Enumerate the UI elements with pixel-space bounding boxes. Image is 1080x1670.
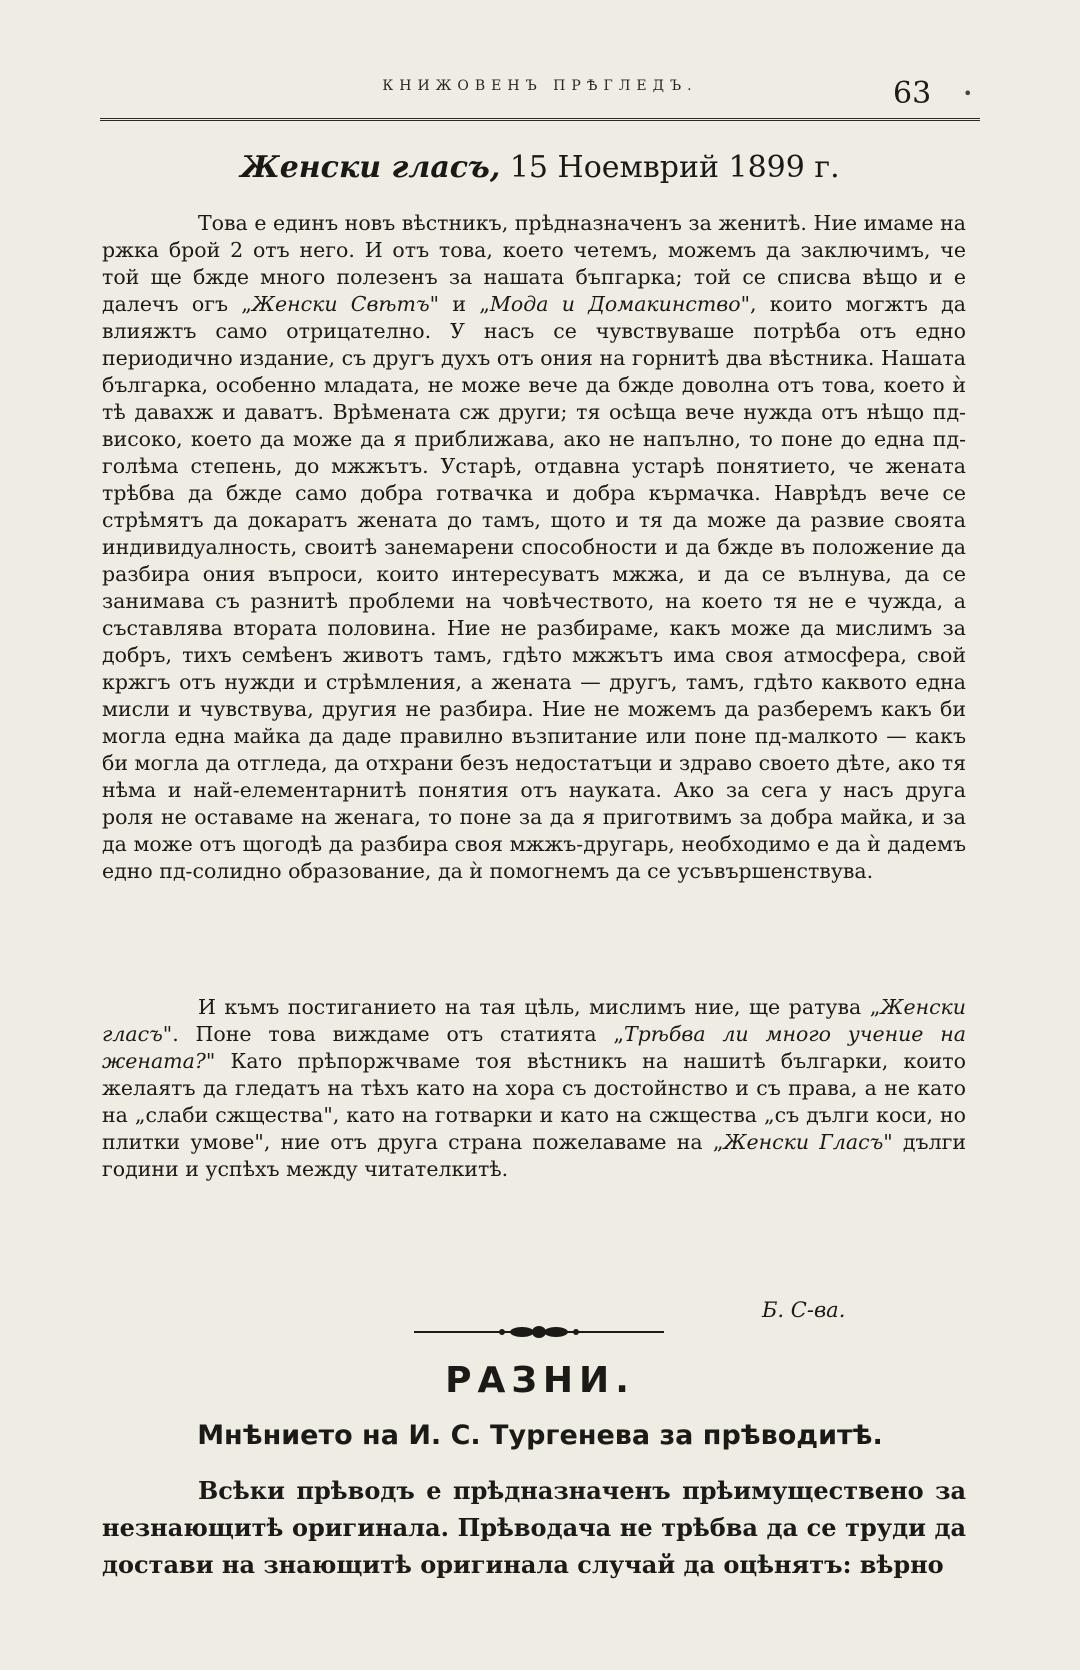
subsection-title: Мнѣнието на И. С. Тургенева за прѣводитѣ. [197, 1420, 883, 1451]
section-divider-ornament [414, 1324, 664, 1340]
page-number: 63 [893, 76, 932, 111]
text-run: " Като прѣпоржчваме тоя вѣстникъ на нашитѣ българки, които желаятъ да гледатъ на тѣхъ като на хора съ достойнство и съ права, а не като на „слаби сжщества", като на готварки и като на сжщества „съ дълги коси, но плитки умове", ние отъ друга страна пожелаваме на „ [102, 1049, 966, 1154]
italic-title: Трѣбва ли много учение на жената? [102, 1022, 966, 1073]
italic-title: Женски Гласъ [723, 1130, 884, 1154]
section-paragraph-text: Всѣки прѣводъ е прѣдназначенъ прѣимуществено за незнающитѣ оригинала. Прѣводача не трѣбва да се труди да достави на знающитѣ оригинала случай да оцѣнятъ: вѣрно [102, 1476, 966, 1579]
section-title: РАЗНИ. [445, 1360, 635, 1401]
italic-title: Женски Свѣтъ [251, 292, 430, 316]
article-title-date: 15 Ноемврий 1899 г. [509, 150, 840, 185]
author-signature: Б. С-ва. [762, 1298, 846, 1322]
italic-title: Женски гласъ [102, 995, 966, 1046]
article-paragraph-1 [102, 210, 966, 885]
text-run: ". Поне това виждаме отъ статията „ [162, 1022, 624, 1046]
article-paragraph-2 [102, 994, 966, 1183]
text-run: " дълги години и успѣхъ между читателкитѣ. [102, 1130, 967, 1181]
text-run: Това е единъ новъ вѣстникъ, прѣдназначенъ за женитѣ. Ние имаме на ржка брой 2 отъ него. И отъ това, което четемъ, можемъ да заключимъ, че той ще бжде много полезенъ за нашата бъпгарка; той се списва вѣщо и е далечъ огъ „ [102, 211, 966, 316]
article-title-newspaper: Женски гласъ, [240, 150, 501, 185]
text-run: И къмъ постиганието на тая цѣль, мислимъ ние, ще ратува „ [198, 995, 881, 1019]
italic-title: Мода и Домакинство [489, 292, 741, 316]
section-paragraph [102, 1472, 966, 1583]
running-head: КНИЖОВЕНЪ ПРѢГЛЕДЪ. [382, 78, 698, 94]
header-rule [100, 118, 980, 121]
page-mark: • [963, 84, 973, 103]
text-run: ", които могжтъ да влияжтъ само отрицателно. У насъ се чувствуваше потрѣба отъ едно периодично издание, съ другъ духъ отъ ония на горнитѣ два вѣстника. Нашата българка, особенно младата, не може вече да бжде доволна отъ това, което ѝ тѣ давахж и даватъ. Врѣмената сж други; тя осѣща вече нужда отъ нѣщо пд-високо, което да може да я приближава, ако не напълно, то поне до една пд-голѣма степень, до мжжътъ. Устарѣ, отдавна устарѣ понятието, че жената трѣбва да бжде само добра готвачка и добра кърмачка. Наврѣдъ вече се стрѣмятъ да докаратъ жената до тамъ, щото и тя да може да развие своята индивидуалность, своитѣ занемарени способности и да бжде въ положение да разбира ония въпроси, които интересуватъ мжжа, и да се вълнува, да се занимава съ разнитѣ проблеми на човѣчеството, на което тя не е чужда, а съставлява втората половина. Ние не разбираме, какъ може да мислимъ за добръ, тихъ семѣенъ животъ тамъ, гдѣто мжжътъ има своя атмосфера, свой кржгъ отъ нужди и стрѣмления, а жената — другъ, тамъ, гдѣто каквото една мисли и чувствува, другия не разбира. Ние не можемъ да разберемъ какъ би могла една майка да даде правилно възпитание или поне пд-малкото — какъ би могла да отгледа, да отхрани безъ недостатъци и здраво своето дѣте, ако тя нѣма и най-елементарнитѣ понятия отъ науката. Ако за сега у насъ друга роля не оставаме на женага, то поне за да я приготвимъ за добра майка, и за да може отъ щогодѣ да разбира своя мжжъ-другарь, необходимо е да ѝ дадемъ едно пд-солидно образование, да ѝ помогнемъ да се усъвършенствува. [102, 292, 966, 883]
text-run: " и „ [429, 292, 490, 316]
article-title [0, 150, 1080, 185]
